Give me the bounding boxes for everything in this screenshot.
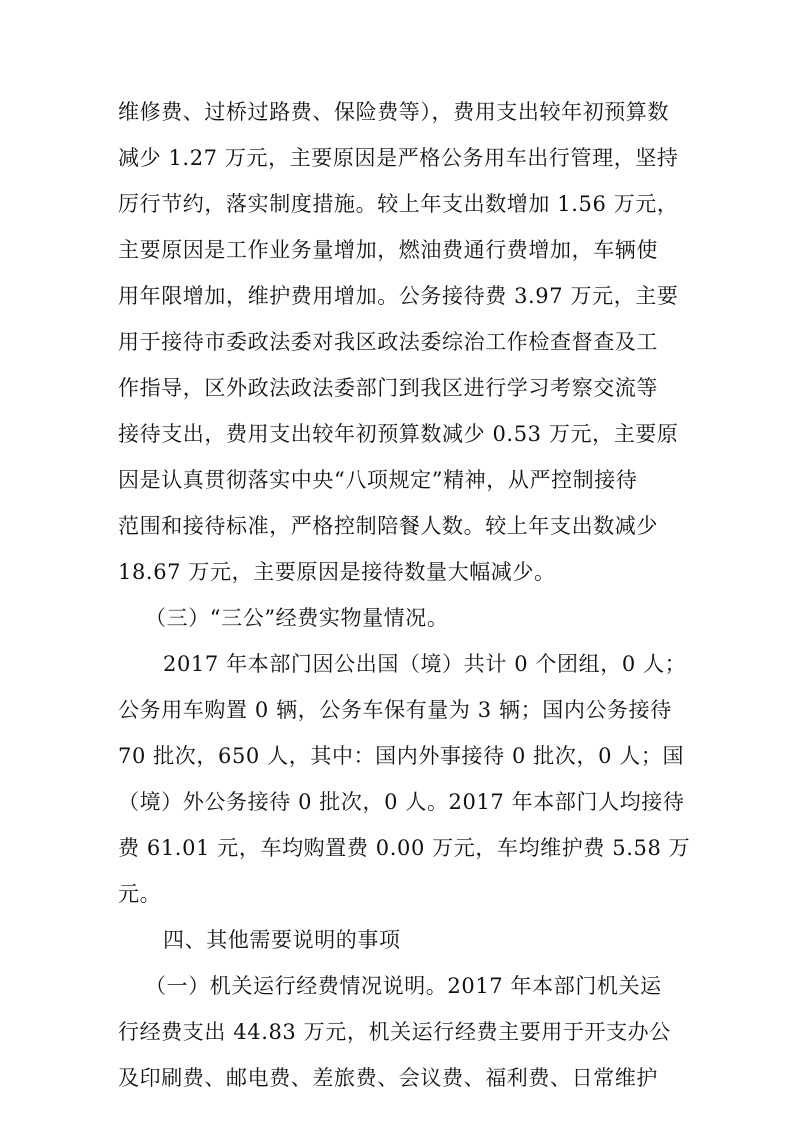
text-line: 范围和接待标准，严格控制陪餐人数。较上年支出数减少 (118, 514, 658, 538)
text-line: 用于接待市委政法委对我区政法委综治工作检查督查及工 (118, 330, 658, 354)
text-line: 用年限增加，维护费用增加。公务接待费 3.97 万元，主要 (118, 284, 679, 308)
text-line: 18.67 万元，主要原因是接待数量大幅减少。 (118, 560, 556, 584)
text-line: 接待支出，费用支出较年初预算数减少 0.53 万元，主要原 (118, 422, 679, 446)
text-line: （一）机关运行经费情况说明。2017 年本部门机关运 (145, 974, 662, 998)
text-line: （境）外公务接待 0 批次，0 人。2017 年本部门人均接待 (118, 790, 685, 814)
text-line: 公务用车购置 0 辆，公务车保有量为 3 辆；国内公务接待 (118, 698, 672, 722)
text-line: 维修费、过桥过路费、保险费等），费用支出较年初预算数 (118, 100, 670, 124)
text-line: 及印刷费、邮电费、差旅费、会议费、福利费、日常维护 (118, 1066, 658, 1090)
text-line: 作指导，区外政法政法委部门到我区进行学习考察交流等 (118, 376, 658, 400)
section-heading: 四、其他需要说明的事项 (163, 928, 401, 952)
text-line: 元。 (118, 882, 162, 906)
text-line: 行经费支出 44.83 万元，机关运行经费主要用于开支办公 (118, 1020, 671, 1044)
section-heading: （三）“三公”经费实物量情况。 (145, 606, 449, 630)
text-line: 厉行节约，落实制度措施。较上年支出数增加 1.56 万元， (118, 192, 679, 216)
text-line: 因是认真贯彻落实中央“八项规定”精神，从严控制接待 (118, 468, 638, 492)
text-line: 减少 1.27 万元，主要原因是严格公务用车出行管理，坚持 (118, 146, 679, 170)
text-line: 费 61.01 元，车均购置费 0.00 万元，车均维护费 5.58 万 (118, 836, 691, 860)
text-line: 70 批次，650 人，其中：国内外事接待 0 批次，0 人；国 (118, 744, 685, 768)
text-line: 主要原因是工作业务量增加，燃油费通行费增加，车辆使 (118, 238, 658, 262)
text-line: 2017 年本部门因公出国（境）共计 0 个团组，0 人； (163, 652, 687, 676)
